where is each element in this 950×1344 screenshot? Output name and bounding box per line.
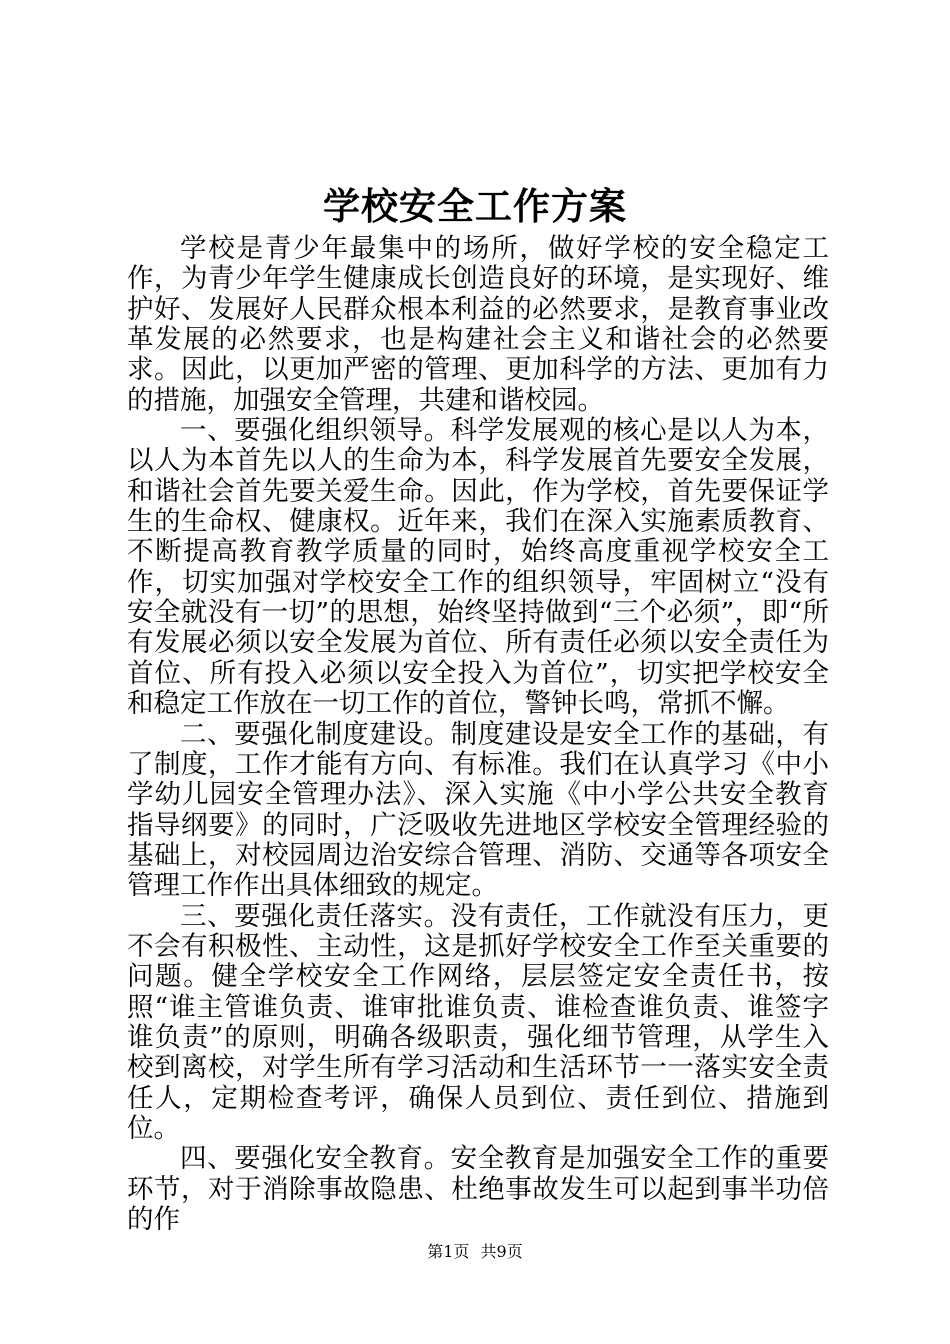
page-number-footer: 第1页 共9页 bbox=[427, 1242, 523, 1261]
paragraph-organization-leadership: 一、要强化组织领导。科学发展观的核心是以人为本，以人为本首先以人的生命为本，科学发展首先要安全发展，和谐社会首先要关爱生命。因此，作为学校，首先要保证学生的生命权、健康权。近年来，我们在深入实施素质教育、不断提高教育教学质量的同时，始终高度重视学校安全工作，切实加强对学校安全工作的组织领导，牢固树立“没有安全就没有一切”的思想，始终坚持做到“三个必须”，即“所有发展必须以安全发展为首位、所有责任必须以安全责任为首位、所有投入必须以安全投入为首位”，切实把学校安全和稳定工作放在一切工作的首位，警钟长鸣，常抓不懈。 bbox=[127, 415, 829, 720]
document-title: 学校安全工作方案 bbox=[323, 184, 627, 228]
paragraph-safety-education: 四、要强化安全教育。安全教育是加强安全工作的重要环节，对于消除事故隐患、杜绝事故发生可以起到事半功倍的作 bbox=[127, 1143, 829, 1235]
paragraph-responsibility: 三、要强化责任落实。没有责任，工作就没有压力，更不会有积极性、主动性，这是抓好学校安全工作至关重要的问题。健全学校安全工作网络，层层签定安全责任书，按照“谁主管谁负责、谁审批谁负责、谁检查谁负责、谁签字谁负责”的原则，明确各级职责，强化细节管理，从学生入校到离校，对学生所有学习活动和生活环节一一落实安全责任人，定期检查考评，确保人员到位、责任到位、措施到位。 bbox=[127, 900, 829, 1144]
paragraph-system-building: 二、要强化制度建设。制度建设是安全工作的基础，有了制度，工作才能有方向、有标准。我们在认真学习《中小学幼儿园安全管理办法》、深入实施《中小学公共安全教育指导纲要》的同时，广泛吸收先进地区学校安全管理经验的基础上，对校园周边治安综合管理、消防、交通等各项安全管理工作作出具体细致的规定。 bbox=[127, 718, 829, 902]
paragraph-intro: 学校是青少年最集中的场所，做好学校的安全稳定工作，为青少年学生健康成长创造良好的环境，是实现好、维护好、发展好人民群众根本利益的必然要求，是教育事业改革发展的必然要求，也是构建社会主义和谐社会的必然要求。因此，以更加严密的管理、更加科学的方法、更加有力的措施，加强安全管理，共建和谐校园。 bbox=[127, 233, 829, 416]
document-body bbox=[127, 234, 829, 1235]
